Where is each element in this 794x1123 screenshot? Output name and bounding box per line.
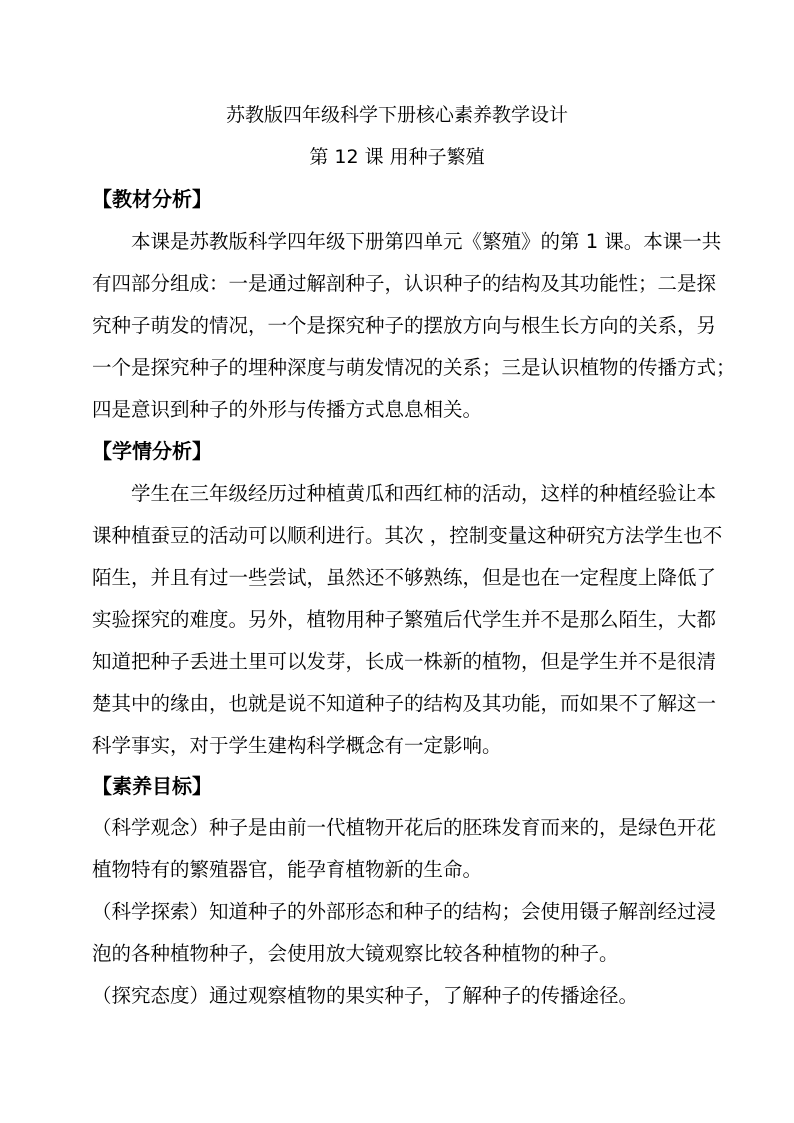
section-heading-textbook-analysis: 【教材分析】 [92,187,212,211]
section-heading-student-analysis: 【学情分析】 [92,439,212,463]
paragraph-line: 泡的各种植物种子，会使用放大镜观察比较各种植物的种子。 [92,942,619,965]
paragraph-line: 究种子萌发的情况，一个是探究种子的摆放方向与根生长方向的关系，另 [92,314,717,337]
paragraph-line: 本课是苏教版科学四年级下册第四单元《繁殖》的第 1 课。本课一共 [131,230,722,253]
lesson-title: 第 12 课 用种子繁殖 [309,146,485,168]
paragraph-line: 陌生，并且有过一些尝试，虽然还不够熟练，但是也在一定程度上降低了 [92,566,717,589]
paragraph-line: （科学探索）知道种子的外部形态和种子的结构；会使用镊子解剖经过浸 [92,900,717,923]
paragraph-line: 课种植蚕豆的活动可以顺利进行。其次 ，控制变量这种研究方法学生也不 [92,524,723,547]
paragraph-line: 楚其中的缘由，也就是说不知道种子的结构及其功能，而如果不了解这一 [92,692,717,715]
paragraph-line: 一个是探究种子的埋种深度与萌发情况的关系；三是认识植物的传播方式； [92,356,736,379]
paragraph-line: （科学观念）种子是由前一代植物开花后的胚珠发育而来的，是绿色开花 [92,816,717,839]
paragraph-line: 知道把种子丢进土里可以发芽，长成一株新的植物，但是学生并不是很清 [92,650,717,673]
paragraph-line: 植物特有的繁殖器官，能孕育植物新的生命。 [92,858,483,881]
paragraph-line: （探究态度）通过观察植物的果实种子，了解种子的传播途径。 [92,984,639,1007]
paragraph-line: 四是意识到种子的外形与传播方式息息相关。 [92,398,483,421]
document-title: 苏教版四年级科学下册核心素养教学设计 [225,104,568,126]
paragraph-line: 有四部分组成：一是通过解剖种子，认识种子的结构及其功能性；二是探 [92,272,717,295]
paragraph-line: 科学事实，对于学生建构科学概念有一定影响。 [92,734,502,757]
paragraph-line: 学生在三年级经历过种植黄瓜和西红柿的活动，这样的种植经验让本 [131,482,717,505]
paragraph-line: 实验探究的难度。另外，植物用种子繁殖后代学生并不是那么陌生，大都 [92,608,717,631]
section-heading-competency-goals: 【素养目标】 [92,774,212,798]
